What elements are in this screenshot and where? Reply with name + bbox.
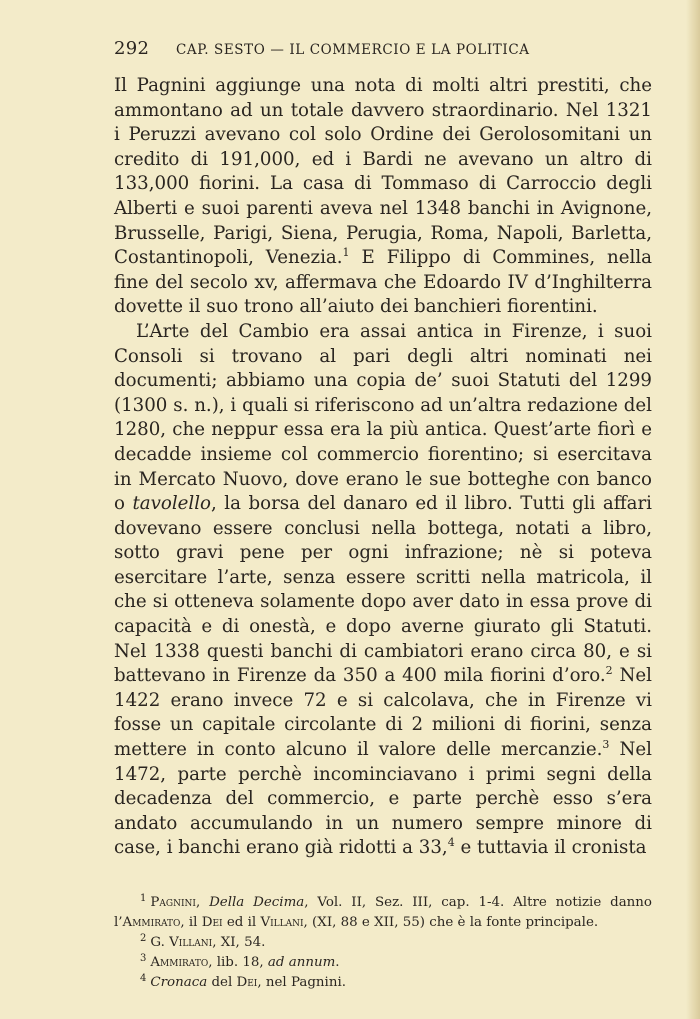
footnote-ref[interactable]: 4 <box>447 836 455 850</box>
footnote-ref[interactable]: 3 <box>602 737 610 751</box>
running-header <box>114 38 652 59</box>
footnote: $^3$ Ammirato, lib. 18, ad annum. <box>140 952 340 970</box>
paragraph: Il Pagnini aggiunge una nota di molti altri prestiti, che ammontano ad un totale davvero straordinario. Nel 1321 i Peruzzi avevano col solo Ordine dei Gerolosomitani un credito di 191,000, ed i Bardi ne avevano un altro di 133,000 fiorini. La casa di Tommaso di Carroccio degli Alberti e suoi parenti aveva nel 1348 banchi in Avignone, Brusselle, Parigi, Siena, Perugia, Roma, Napoli, Barletta, Costantinopoli, Venezia.$^1$ E Filippo di Commines, nella fine del secolo xv, affermava che Edoardo IV d’Inghilterra dovette il suo trono all’aiuto dei banchieri fiorentini. <box>114 75 652 318</box>
footnote-ref[interactable]: 2 <box>605 664 613 678</box>
page-edge-shadow <box>686 0 700 1019</box>
main-text <box>114 74 652 861</box>
footnote: $^1$ Pagnini, Della Decima, Vol. II, Sez. III, cap. 1-4. Altre notizie danno l’Ammirato, il Dei ed il Villani, (XI, 88 e XII, 55) che è la fonte principale. <box>114 892 652 930</box>
paragraph: L’Arte del Cambio era assai antica in Firenze, i suoi Consoli si trovano al pari degli altri nominati nei documenti; abbiamo una copia de’ suoi Statuti del 1299 (1300 s. n.), i quali si riferiscono ad un’altra redazione del 1280, che neppur essa era la più antica. Quest’arte fiorì e decadde insieme col commercio fiorentino; si esercitava in Mercato Nuovo, dove erano le sue botteghe con banco o tavolello, la borsa del danaro ed il libro. Tutti gli affari dovevano essere conclusi nella bottega, notati a libro, sotto gravi pene per ogni infrazione; nè si poteva esercitare l’arte, senza essere scritti nella matricola, il che si otteneva solamente dopo aver dato in essa prove di capacità e di onestà, e dopo averne giurato gli Statuti. Nel 1338 questi banchi di cambiatori erano circa 80, e si battevano in Firenze da 350 a 400 mila fiorini d’oro.$^2$ Nel 1422 erano invece 72 e si calcolava, che in Firenze vi fosse un capitale circolante di 2 milioni di fiorini, senza mettere in conto alcuno il valore delle mercanzie.$^3$ Nel 1472, parte perchè incominciavano i primi segni della decadenza del commercio, e parte perchè esso s’era andato accumulando in un numero sempre minore di case, i banchi erano già ridotti a 33,$^4$ e tuttavia il cronista <box>114 320 652 859</box>
footnote: $^4$ Cronaca del Dei, nel Pagnini. <box>140 972 346 990</box>
footnotes <box>114 893 652 993</box>
footnote: $^2$ G. Villani, XI, 54. <box>140 932 266 950</box>
page-number: 292 <box>114 38 150 59</box>
footnote-ref[interactable]: 1 <box>342 246 350 260</box>
running-title: CAP. SESTO — IL COMMERCIO E LA POLITICA <box>176 42 530 58</box>
